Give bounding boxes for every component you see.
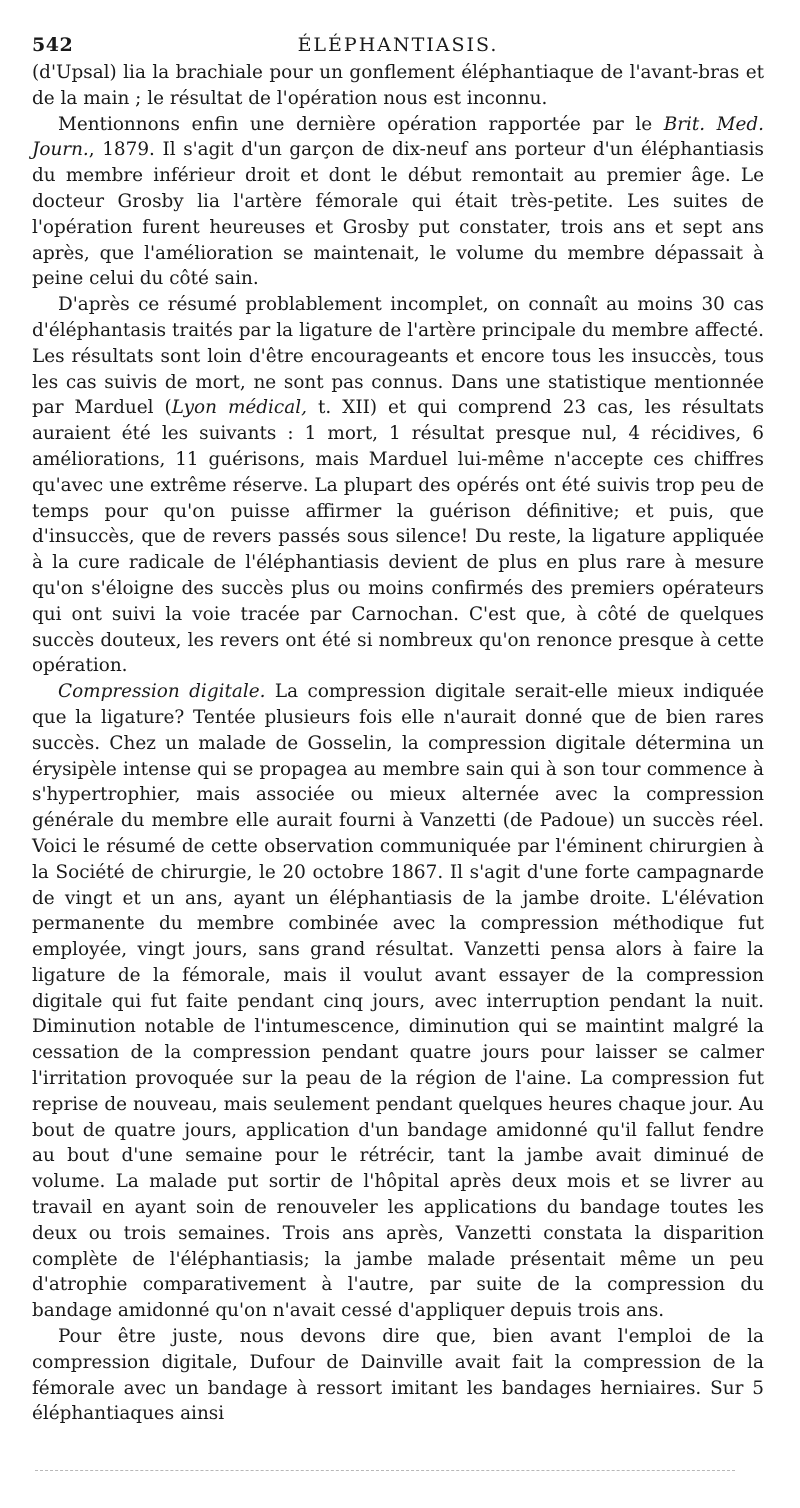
journal-reference: Lyon médical, [171, 397, 307, 419]
paragraph-4-text: La compression digitale serait-elle mieux indiquée que la ligature? Tentée plusieurs fois elle n'aurait donné que de bien rares succès. Chez un malade de Gosselin, la compression digitale détermina un érysipèle intense qui se propagea au membre sain qui à son tour commence à s'hypertrophier, mais associée ou mieux alternée avec la compression générale du membre elle aurait fourni à Vanzetti (de Padoue) un succès réel. Voici le résumé de cette observation communiquée par l'éminent chirurgien à la Société de chirurgie, le 20 octobre 1867. Il s'agit d'une forte campagnarde de vingt et un ans, ayant un éléphantiasis de la jambe droite. L'élévation permanente du membre combinée avec la compression méthodique fut employée, vingt jours, sans grand résultat. Vanzetti pensa alors à faire la ligature de la fémorale, mais il voulut avant essayer de la compression digitale qui fut faite pendant cinq jours, avec interruption pendant la nuit. Diminution notable de l'intumescence, diminution qui se maintint malgré la cessation de la compression pendant quatre jours pour laisser se calmer l'irritation provoquée sur la peau de la région de l'aine. La compression fut reprise de nouveau, mais seulement pendant quelques heures chaque jour. Au bout de quatre jours, application d'un bandage amidonné qu'il fallut fendre au bout d'une semaine pour le rétrécir, tant la jambe avait diminué de volume. La malade put sortir de l'hôpital après deux mois et se livrer au travail en ayant soin de renouveler les applications du bandage toutes les deux ou trois semaines. Trois ans après, Vanzetti constata la disparition complète de l'éléphantiasis; la jambe malade présentait même un peu d'atrophie comparativement à l'autre, par suite de la compression du bandage amidonné qu'on n'avait cessé d'appliquer depuis trois ans. [32, 681, 764, 1322]
page [32, 30, 764, 1427]
paragraph-5: Pour être juste, nous devons dire que, bien avant l'emploi de la compression digitale, Dufour de Dainville avait fait la compression de la fémorale avec un bandage à ressort imitant les bandages herniaires. Sur 5 éléphantiaques ainsi [32, 1326, 764, 1425]
page-header [32, 30, 764, 60]
paragraph-3-text-b: t. XII) et qui comprend 23 cas, les résultats auraient été les suivants : 1 mort, 1 résultat presque nul, 4 récidives, 6 améliorations, 11 guérisons, mais Marduel lui-même n'accepte ces chiffres qu'avec une extrême réserve. La plupart des opérés ont été suivis trop peu de temps pour qu'on puisse affirmer la guérison définitive; et puis, que d'insuccès, que de revers passés sous silence! Du reste, la ligature appliquée à la cure radicale de l'éléphantiasis devient de plus en plus rare à mesure qu'on s'éloigne des succès plus ou moins confirmés des premiers opérateurs qui ont suivi la voie tracée par Carnochan. C'est que, à côté de quelques succès douteux, les revers ont été si nombreux qu'on renonce presque à cette opération. [32, 397, 765, 677]
body-text [32, 60, 764, 1427]
paragraph-2-text-b: , 1879. Il s'agit d'un garçon de dix-neuf ans porteur d'un éléphantiasis du membre inférieur droit et dont le début remontait au premier âge. Le docteur Grosby lia l'artère fémorale qui était très-petite. Les suites de l'opération furent heureuses et Grosby put constater, trois ans et sept ans après, que l'amélioration se maintenait, le volume du membre dépassait à peine celui du côté sain. [32, 139, 764, 290]
page-number: 542 [32, 34, 74, 56]
bottom-rule [35, 1470, 735, 1471]
paragraph-3 [32, 292, 764, 679]
section-heading: Compression digitale. [58, 681, 266, 703]
running-title: ÉLÉPHANTIASIS. [297, 34, 499, 56]
journal-reference: Brit. Med. Journ. [32, 113, 764, 161]
paragraph-1: (d'Upsal) lia la brachiale pour un gonflement éléphantiaque de l'avant-bras et de la main ; le résultat de l'opération nous est inconnu. [32, 62, 764, 109]
paragraph-3-text-a: D'après ce résumé problablement incomplet, on connaît au moins 30 cas d'éléphantasis traités par la ligature de l'artère principale du membre affecté. Les résultats sont loin d'être encourageants et encore tous les insuccès, tous les cas suivis de mort, ne sont pas connus. Dans une statistique mentionnée par Marduel ( [32, 294, 764, 419]
paragraph-2 [32, 112, 764, 293]
paragraph-4 [32, 679, 764, 1324]
paragraph-2-text-a: Mentionnons enfin une dernière opération rapportée par le [58, 113, 664, 135]
